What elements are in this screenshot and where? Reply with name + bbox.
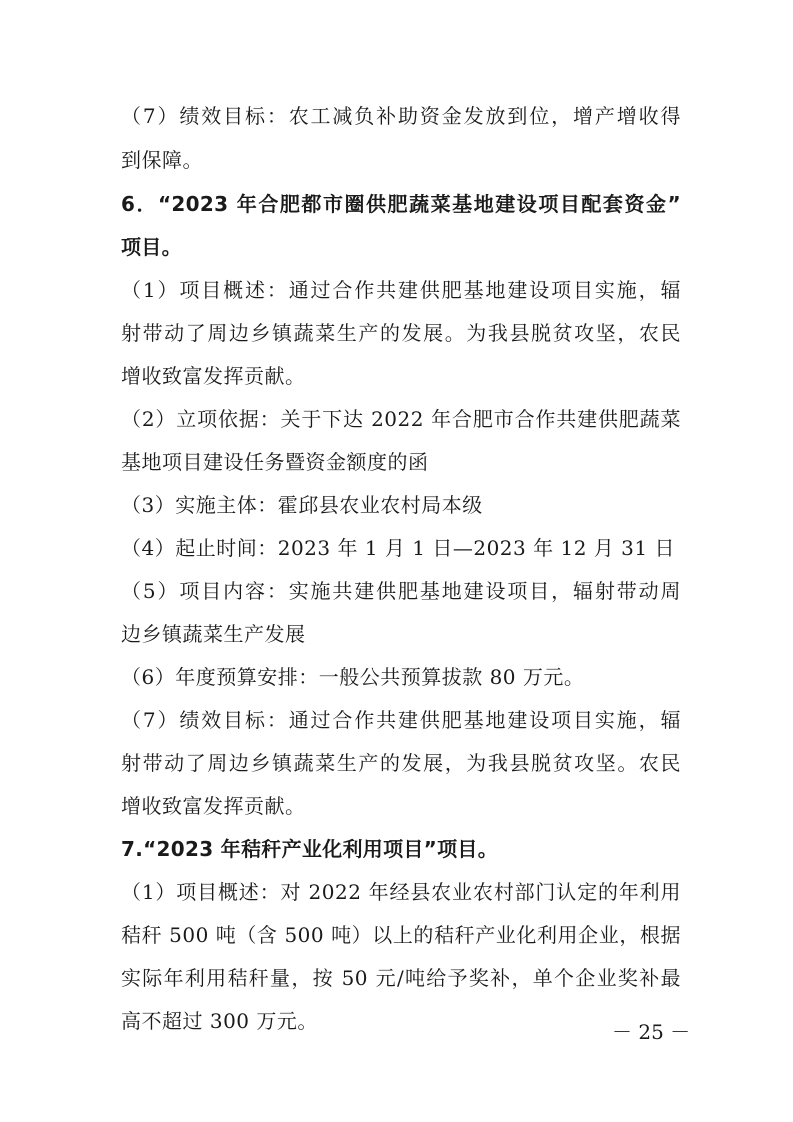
text-line: 增收致富发挥贡献。 [121,364,306,388]
page-number: － 25 － [612,1020,691,1044]
text-line: （5）项目内容：实施共建供肥基地建设项目，辐射带动周 [121,579,681,603]
section-heading: 6．“2023 年合肥都市圈供肥蔬菜基地建设项目配套资金” [121,192,681,216]
text-line: （7）绩效目标：通过合作共建供肥基地建设项目实施，辐 [121,708,681,732]
text-line: 增收致富发挥贡献。 [121,794,306,818]
text-line: 射带动了周边乡镇蔬菜生产的发展，为我县脱贫攻坚。农民 [121,751,681,775]
text-line: （4）起止时间：2023 年 1 月 1 日—2023 年 12 月 31 日 [121,536,675,560]
text-line: 基地项目建设任务暨资金额度的函 [121,450,429,474]
text-line: 实际年利用秸秆量，按 50 元/吨给予奖补，单个企业奖补最 [121,966,681,990]
text-line: 射带动了周边乡镇蔬菜生产的发展。为我县脱贫攻坚，农民 [121,321,681,345]
text-line: （1）项目概述：对 2022 年经县农业农村部门认定的年利用 [121,880,681,904]
text-line: （2）立项依据：关于下达 2022 年合肥市合作共建供肥蔬菜 [121,407,681,431]
text-line: 秸秆 500 吨（含 500 吨）以上的秸秆产业化利用企业，根据 [121,923,681,947]
text-line: （6）年度预算安排：一般公共预算拔款 80 万元。 [121,665,585,689]
text-line: 边乡镇蔬菜生产发展 [121,622,306,646]
text-line: 到保障。 [121,148,203,172]
text-line: 高不超过 300 万元。 [121,1009,318,1033]
section-heading: 项目。 [121,235,182,259]
text-line: （1）项目概述：通过合作共建供肥基地建设项目实施，辐 [121,278,681,302]
text-line: （7）绩效目标：农工减负补助资金发放到位，增产增收得 [121,104,681,128]
section-heading: 7.“2023 年秸秆产业化利用项目”项目。 [121,837,499,861]
text-line: （3）实施主体：霍邱县农业农村局本级 [121,493,483,517]
